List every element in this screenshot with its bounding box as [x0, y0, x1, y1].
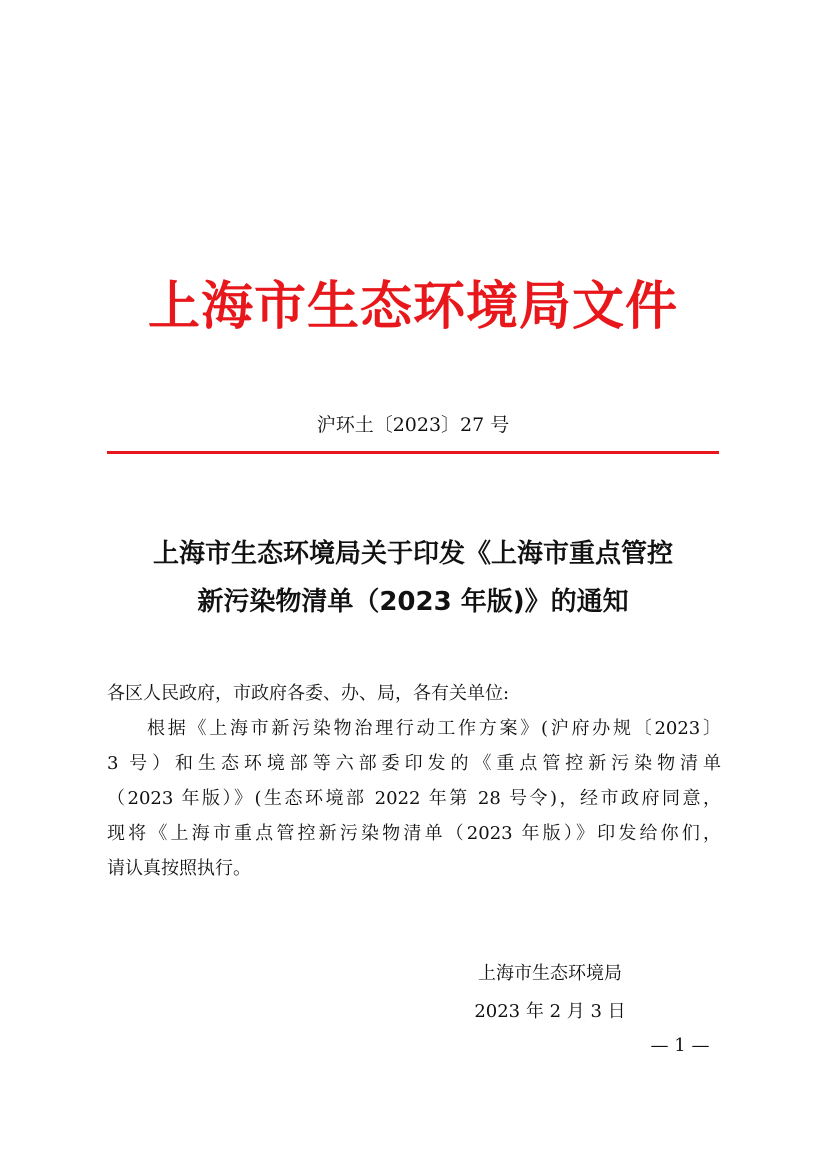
salutation: 各区人民政府，市政府各委、办、局，各有关单位:	[107, 683, 510, 704]
body-line: 3 号）和生态环境部等六部委印发的《重点管控新污染物清单	[107, 753, 721, 774]
body-line: 请认真按照执行。	[107, 858, 251, 879]
title-line-2: 新污染物清单（2023 年版)》的通知	[197, 587, 629, 617]
page-number: — 1 —	[650, 1035, 710, 1056]
issuer-name: 上海市生态环境局	[478, 963, 622, 984]
issue-date: 2023 年 2 月 3 日	[474, 1001, 626, 1022]
title-line-1: 上海市生态环境局关于印发《上海市重点管控	[152, 539, 673, 569]
body-line: 现将《上海市重点管控新污染物清单（2023 年版）》印发给你们，	[107, 823, 721, 844]
document-masthead: 上海市生态环境局文件	[147, 277, 678, 337]
red-separator-rule	[107, 451, 719, 454]
body-line: （2023 年版）》(生态环境部 2022 年第 28 号令)，经市政府同意，	[107, 788, 721, 809]
signature-block	[440, 955, 660, 1031]
document-body	[107, 676, 721, 886]
body-line: 根据《上海市新污染物治理行动工作方案》(沪府办规〔2023〕	[147, 718, 721, 739]
document-title	[100, 530, 726, 626]
document-number: 沪环土〔2023〕27 号	[316, 414, 510, 436]
